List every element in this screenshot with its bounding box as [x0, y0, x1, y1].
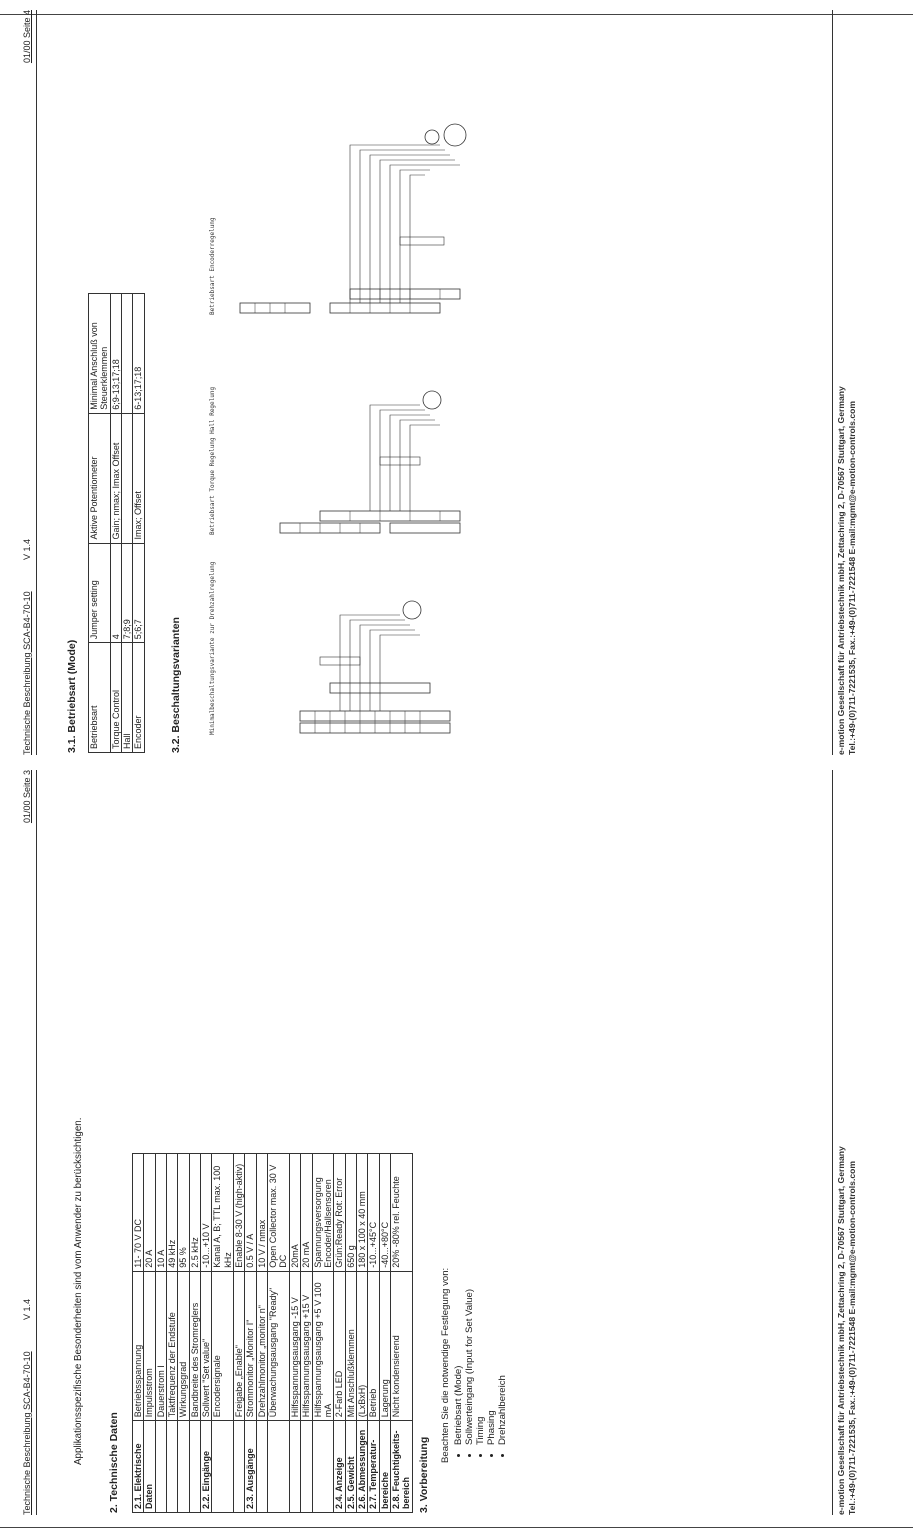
table-row: [133, 1154, 144, 1513]
section-cell: [256, 1421, 267, 1513]
mode-header-cell: Betriebsart: [89, 643, 111, 753]
value-cell: Enable 8-30 V (high-aktiv): [234, 1154, 245, 1272]
parameter-cell: Betrieb: [368, 1271, 379, 1420]
section-cell: [167, 1421, 178, 1513]
section-cell: 2.5. Gewicht: [345, 1421, 356, 1513]
header-page-number: 01/00 Seite 3: [22, 770, 32, 824]
page-4-footer: [832, 10, 857, 755]
section-cell: [234, 1421, 245, 1513]
table-row: [201, 1154, 212, 1513]
parameter-cell: Bandbreite des Stromreglers: [189, 1271, 200, 1420]
value-cell: -10...+45°C: [368, 1154, 379, 1272]
mode-table-header: [89, 294, 111, 753]
table-row: [234, 1154, 245, 1513]
section-cell: [312, 1421, 334, 1513]
value-cell: 650 g: [345, 1154, 356, 1272]
footer-contact: Tel.:+49-(0)711-7221535, Fax.:+49-(0)711-7221548 E-mail:mgmt@e-motion-controls.com: [846, 1160, 857, 1515]
value-cell: Spannungsversorgung Encoder/Hallsensoren: [312, 1154, 334, 1272]
table-row: [189, 1154, 200, 1513]
page-4: [10, 5, 870, 765]
mode-cell: 5;6;7: [133, 543, 144, 643]
parameter-cell: Überwachungsausgang "Ready": [268, 1271, 290, 1420]
parameter-cell: Encodersignale: [212, 1271, 234, 1420]
value-cell: 10 A: [155, 1154, 166, 1272]
parameter-cell: Mit Anschlußklemmen: [345, 1271, 356, 1420]
section-3-2-title: 3.2. Beschaltungsvarianten: [170, 617, 182, 753]
table-row: [178, 1154, 189, 1513]
parameter-cell: 2-Farb LED: [334, 1271, 345, 1420]
mode-header-cell: Aktive Potentiometer: [89, 413, 111, 543]
section-2-title: 2. Technische Daten: [108, 1412, 120, 1513]
footer-company: e-motion Gesellschaft für Antriebstechnik mbH, Zettachring 2, D-70567 Stuttgart, Germany: [836, 1146, 846, 1515]
section-cell: 2.3. Ausgänge: [245, 1421, 256, 1513]
mode-cell: Gain; nmax; Imax Offset: [110, 413, 121, 543]
wiring-schematic-2: [220, 335, 470, 535]
page-3: [10, 765, 870, 1525]
section-cell: [301, 1421, 312, 1513]
parameter-cell: Lagerung: [379, 1271, 390, 1420]
header-doc-title: Technische Beschreibung SCA-B4-70-10: [22, 591, 32, 755]
mode-header-cell: Jumper setting: [89, 543, 111, 643]
table-row: [356, 1154, 367, 1513]
mode-cell: 6-13;17;18: [133, 294, 144, 414]
mode-table: [88, 293, 145, 753]
section-cell: 2.6. Abmessungen: [356, 1421, 367, 1513]
table-row: [155, 1154, 166, 1513]
preparation-item: • Timing: [475, 1268, 486, 1445]
value-cell: 20% -80% rel. Feuchte: [390, 1154, 412, 1272]
value-cell: 0.5 V / A: [245, 1154, 256, 1272]
mode-cell: Hall: [122, 643, 133, 753]
page-3-footer: [832, 770, 857, 1515]
parameter-cell: Hilfsspannungsausgang +15 V: [301, 1271, 312, 1420]
parameter-cell: Dauerstrom I: [155, 1271, 166, 1420]
preparation-item: • Sollwerteingang (Input for Set Value): [464, 1268, 475, 1445]
table-row: [268, 1154, 290, 1513]
mode-cell: Encoder: [133, 643, 144, 753]
value-cell: -40...+80°C: [379, 1154, 390, 1272]
mode-cell: 7;8;9: [122, 543, 133, 643]
preparation-item: • Drehzahlbereich: [497, 1268, 508, 1445]
preparation-list: [440, 1268, 508, 1463]
parameter-cell: Strommonitor „Monitor I": [245, 1271, 256, 1420]
preparation-item: • Betriebsart (Mode): [453, 1268, 464, 1445]
value-cell: Open Collector max. 30 V DC: [268, 1154, 290, 1272]
preparation-item: • Phasing: [486, 1268, 497, 1445]
value-cell: Grün:Ready Rot: Error: [334, 1154, 345, 1272]
table-row: [212, 1154, 234, 1513]
table-row: [390, 1154, 412, 1513]
table-row: [144, 1154, 155, 1513]
application-note: Applikationsspezifische Besonderheiten sind vom Anwender zu berücksichtigen.: [73, 1117, 84, 1465]
value-cell: 20 mA: [301, 1154, 312, 1272]
section-cell: 2.2. Eingänge: [201, 1421, 212, 1513]
value-cell: 20 A: [144, 1154, 155, 1272]
mode-cell: 4: [110, 543, 121, 643]
table-row: [301, 1154, 312, 1513]
mode-cell: 6;9-13;17;18: [110, 294, 121, 414]
value-cell: 180 x 100 x 40 mm: [356, 1154, 367, 1272]
table-row: [379, 1154, 390, 1513]
table-row: [289, 1154, 300, 1513]
preparation-intro: Beachten Sie die notwendige Festlegung von:: [440, 1267, 451, 1463]
mode-cell: Imax; Offset: [133, 413, 144, 543]
table-row: [167, 1154, 178, 1513]
mode-cell: [122, 294, 133, 414]
value-cell: 10 V / nmax: [256, 1154, 267, 1272]
section-cell: bereiche: [379, 1421, 390, 1513]
table-row: [334, 1154, 345, 1513]
section-cell: [212, 1421, 234, 1513]
value-cell: 20mA: [289, 1154, 300, 1272]
parameter-cell: Betriebsspannung: [133, 1271, 144, 1420]
section-cell: 2.4. Anzeige: [334, 1421, 345, 1513]
mode-cell: [122, 413, 133, 543]
value-cell: 11- 70 V DC: [133, 1154, 144, 1272]
value-cell: -10...+10 V: [201, 1154, 212, 1272]
table-row: [245, 1154, 256, 1513]
table-row: [345, 1154, 356, 1513]
parameter-cell: Taktfrequenz der Endstufe: [167, 1271, 178, 1420]
mode-table-row: [133, 294, 144, 753]
parameter-cell: Impulsstrom: [144, 1271, 155, 1420]
table-row: [256, 1154, 267, 1513]
footer-company: e-motion Gesellschaft für Antriebstechnik mbH, Zettachring 2, D-70567 Stuttgart, Germany: [836, 386, 846, 755]
value-cell: 49 kHz: [167, 1154, 178, 1272]
section-cell: [268, 1421, 290, 1513]
parameter-cell: Drehzahlmonitor „monitor n": [256, 1271, 267, 1420]
section-cell: [289, 1421, 300, 1513]
table-row: [368, 1154, 379, 1513]
diagram-label-torque-hall: Betriebsart Torque Regelung Hall Regelung: [209, 386, 216, 535]
parameter-cell: Nicht kondensierend: [390, 1271, 412, 1420]
footer-contact: Tel.:+49-(0)711-7221535, Fax.:+49-(0)711-7221548 E-mail:mgmt@e-motion-controls.com: [846, 400, 857, 755]
diagram-label-encoder: Betriebsart Encoderregelung: [209, 217, 216, 315]
section-cell: 2.1. Elektrische: [133, 1421, 144, 1513]
parameter-cell: Sollwert "Set value": [201, 1271, 212, 1420]
parameter-cell: Hilfsspannungsausgang +5 V 100 mA: [312, 1271, 334, 1420]
section-cell: [155, 1421, 166, 1513]
header-version: V 1.4: [22, 538, 32, 560]
section-3-title: 3. Vorbereitung: [418, 1436, 430, 1513]
section-cell: 2.8. Feuchtigkeits- bereich: [390, 1421, 412, 1513]
mode-header-cell: Minimal Anschluß von Steuerklemmen: [89, 294, 111, 414]
parameter-cell: Wirkungsgrad: [178, 1271, 189, 1420]
mode-table-row: [122, 294, 133, 753]
value-cell: 2.5 kHz: [189, 1154, 200, 1272]
value-cell: 95 %: [178, 1154, 189, 1272]
diagram-label-minimal: Minimalbeschaltungsvariante zur Drehzahlregelung: [209, 561, 216, 735]
bottom-rule: [0, 1527, 913, 1528]
value-cell: Kanal A, B; TTL max. 100 kHz: [212, 1154, 234, 1272]
section-cell: [178, 1421, 189, 1513]
parameter-cell: (LxBxH): [356, 1271, 367, 1420]
header-page-number: 01/00 Seite 4: [22, 10, 32, 64]
section-cell: 2.7. Temperatur-: [368, 1421, 379, 1513]
table-row: [312, 1154, 334, 1513]
page-3-header: [22, 770, 37, 1515]
section-cell: Daten: [144, 1421, 155, 1513]
mode-table-row: [110, 294, 121, 753]
mode-cell: Torque Control: [110, 643, 121, 753]
section-3-1-title: 3.1. Betriebsart (Mode): [66, 639, 78, 753]
wiring-schematic-3: [220, 95, 480, 315]
page-4-header: [22, 10, 37, 755]
header-doc-title: Technische Beschreibung SCA-B4-70-10: [22, 1351, 32, 1515]
section-cell: [189, 1421, 200, 1513]
header-version: V 1.4: [22, 1298, 32, 1320]
parameter-cell: Hilfsspannungsausgang -15 V: [289, 1271, 300, 1420]
parameter-cell: Freigabe „Enable": [234, 1271, 245, 1420]
wiring-schematic-1: [220, 535, 470, 735]
technical-data-table: [132, 1153, 413, 1513]
